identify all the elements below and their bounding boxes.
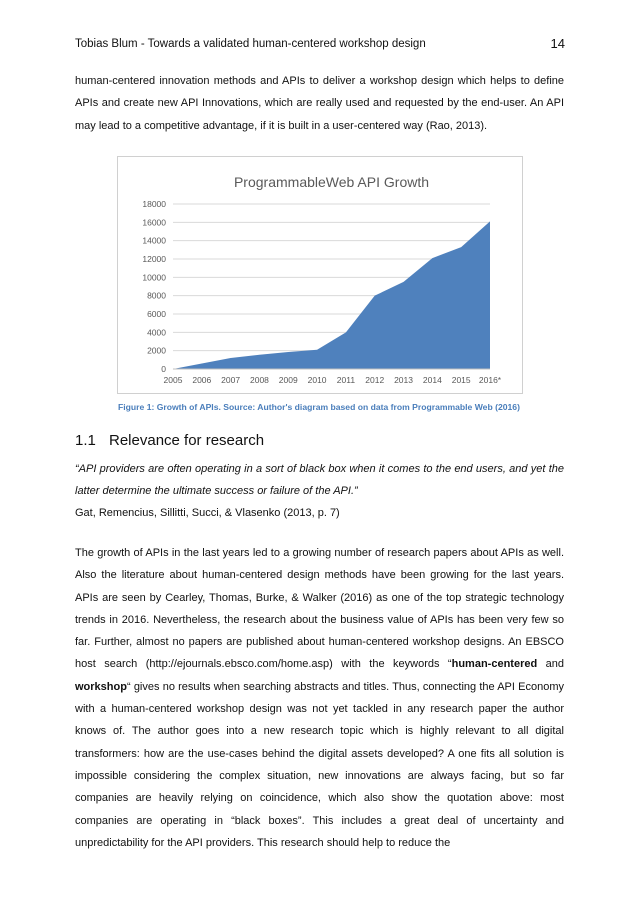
y-tick-label: 0 bbox=[161, 364, 166, 374]
x-tick-label: 2013 bbox=[394, 375, 414, 385]
keyword-human-centered: human-centered bbox=[451, 658, 538, 671]
chart-svg bbox=[118, 157, 522, 393]
x-tick-label: 2015 bbox=[451, 375, 471, 385]
y-tick-label: 16000 bbox=[142, 217, 166, 228]
chart-title: ProgrammableWeb API Growth bbox=[233, 174, 430, 190]
running-header bbox=[75, 38, 565, 56]
x-tick-label: 2016* bbox=[478, 375, 502, 385]
x-tick-label: 2006 bbox=[192, 375, 212, 385]
main-text-part1: The growth of APIs in the last years led to a growing number of research papers about APIs as well. Also the literature about human-centered design methods have been growing for the last years. APIs are seen by Cearley, Thomas, Burke, & Walker (2016) as one of the top strategic technology trends in 2016. Nevertheless, the research about the business value of APIs has been very few so far. Further, almost no papers are published about human-centered workshop designs. An EBSCO host search (http://ejournals.ebsco.com/home.asp) with the keywords “ bbox=[75, 547, 564, 671]
x-tick-label: 2014 bbox=[422, 375, 442, 385]
section-heading bbox=[75, 432, 264, 449]
x-tick-label: 2012 bbox=[365, 375, 385, 385]
y-tick-label: 14000 bbox=[142, 235, 166, 246]
y-tick-label: 2000 bbox=[147, 345, 166, 356]
x-tick-label: 2008 bbox=[249, 375, 269, 385]
main-paragraph bbox=[75, 542, 564, 854]
x-tick-label: 2007 bbox=[221, 375, 241, 385]
keyword-workshop: workshop bbox=[75, 680, 127, 693]
main-paragraph-text bbox=[75, 542, 564, 854]
citation-text: Gat, Remencius, Sillitti, Succi, & Vlasenko (2013, p. 7) bbox=[75, 507, 340, 519]
quote-text: “API providers are often operating in a sort of black box when it comes to the end users, and yet the latter determine the ultimate success or failure of the API.” bbox=[75, 463, 564, 498]
intro-text: human-centered innovation methods and APIs to deliver a workshop design which helps to define APIs and create new API Innovations, which are really used and requested by the end-user. An API may lead to a competitive advantage, if it is built in a user-centered way (Rao, 2013). bbox=[75, 75, 564, 132]
x-tick-label: 2009 bbox=[278, 375, 298, 385]
block-quote bbox=[75, 458, 564, 503]
header-title: Tobias Blum - Towards a validated human-centered workshop design bbox=[75, 38, 426, 50]
x-tick-label: 2011 bbox=[336, 375, 356, 385]
y-tick-label: 8000 bbox=[147, 290, 166, 301]
y-tick-label: 12000 bbox=[142, 254, 166, 264]
quote-citation bbox=[75, 502, 564, 524]
x-tick-label: 2010 bbox=[307, 375, 327, 385]
intro-paragraph bbox=[75, 70, 564, 137]
main-text-part2: “ gives no results when searching abstracts and titles. Thus, connecting the API Economy with a human-centered workshop design was not yet tackled in any research paper the author knows of. The author goes into a new research topic which is highly relevant to all digital transformers: how are the use-cases behind the digital assets developed? A one fits all solution is impossible considering the complex situation, new innovations are always facing, but so far companies are heavily relying on coincidence, which also show the quotation above: most companies are operating in “black boxes”. This includes a great deal of uncertainty and unpredictability for the API providers. This research should help to reduce the bbox=[75, 680, 564, 849]
y-tick-label: 6000 bbox=[147, 309, 166, 319]
area-chart bbox=[117, 156, 523, 394]
figure-caption: Figure 1: Growth of APIs. Source: Author's diagram based on data from Programmable Web (2016) bbox=[118, 402, 520, 412]
y-tick-label: 10000 bbox=[142, 272, 166, 283]
x-tick-label: 2005 bbox=[163, 375, 183, 385]
y-tick-label: 18000 bbox=[142, 199, 166, 209]
section-number: 1.1 bbox=[75, 432, 96, 449]
section-title: Relevance for research bbox=[109, 432, 265, 449]
main-text-and: and bbox=[537, 658, 564, 671]
page-number: 14 bbox=[550, 36, 565, 51]
y-tick-label: 4000 bbox=[147, 327, 166, 338]
